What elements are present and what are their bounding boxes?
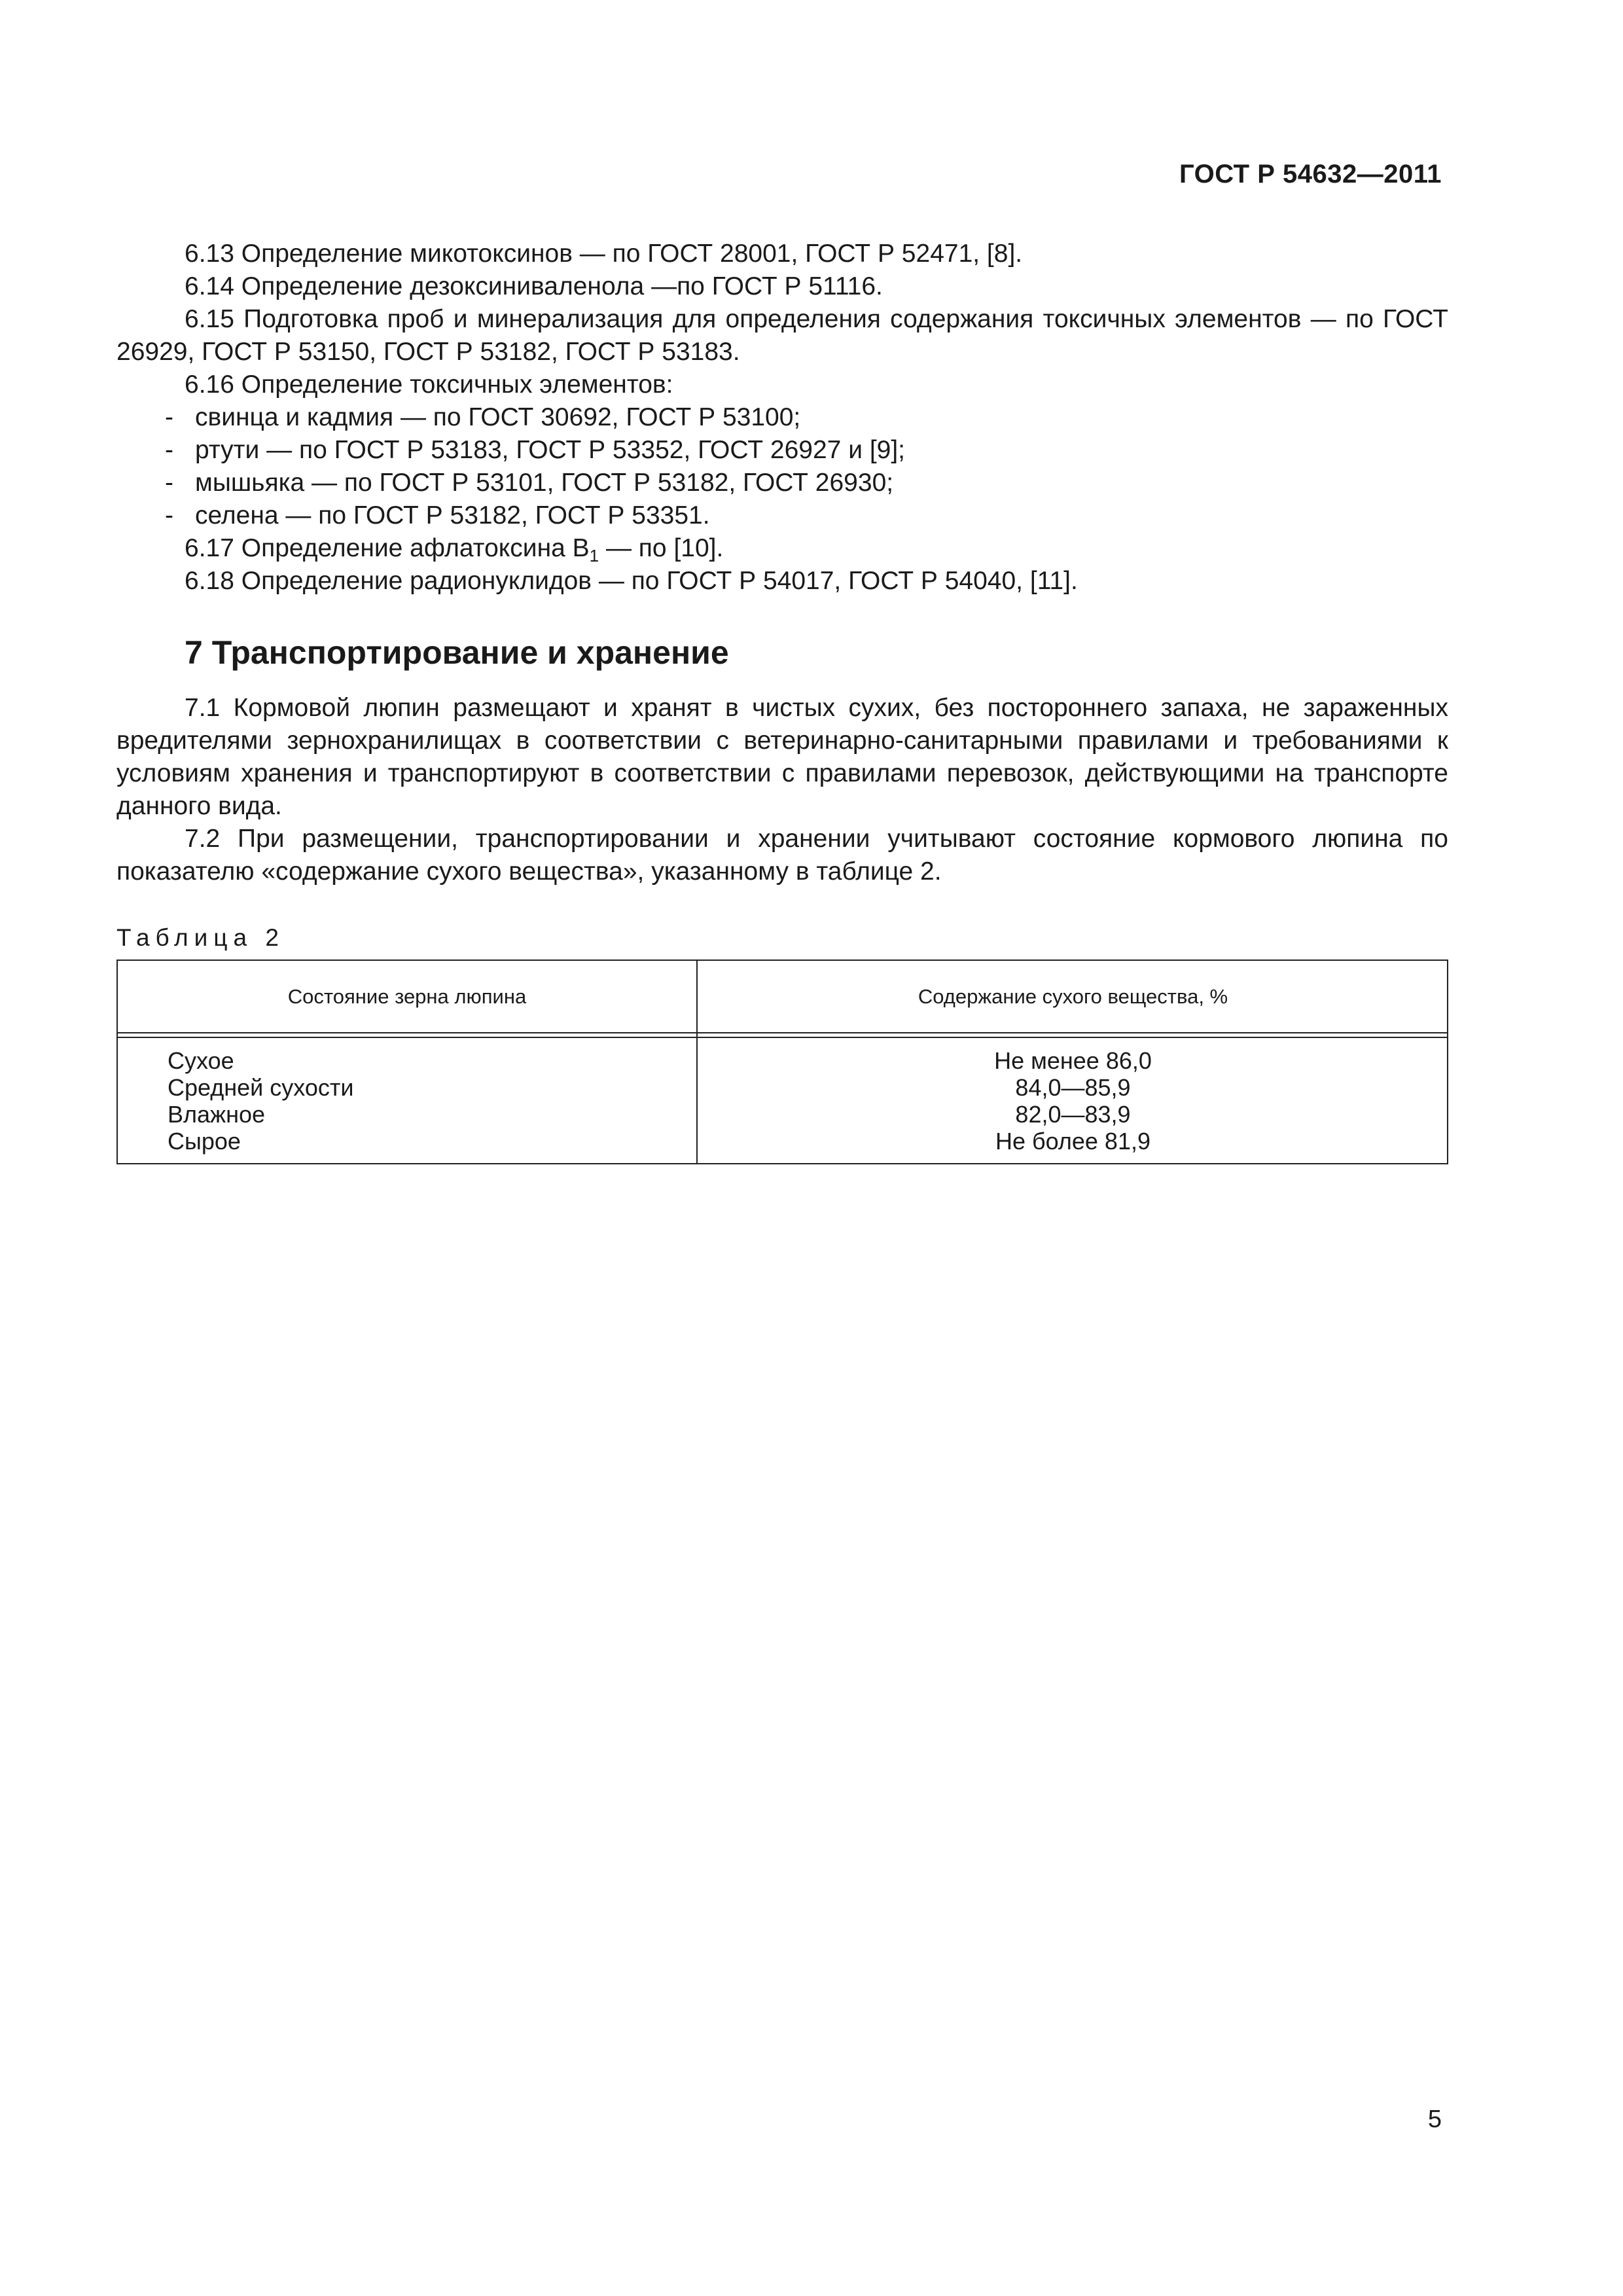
clause-7-2: 7.2 При размещении, транспортировании и хранении учитывают состояние кормового люпина по показателю «содержание сухого вещества», указанному в таблице 2. — [116, 825, 1448, 886]
table-header-state: Состояние зерна люпина — [287, 984, 527, 1008]
header-divider-double — [118, 1037, 1447, 1038]
table-cell: 82,0—83,9 — [1015, 1101, 1131, 1128]
page-number: 5 — [1427, 2106, 1442, 2133]
document-designation: ГОСТ Р 54632—2011 — [1179, 160, 1442, 188]
table-column-dry-matter — [698, 1047, 1448, 1155]
table-cell: Сухое — [168, 1047, 234, 1074]
list-item: - мышьяка — по ГОСТ Р 53101, ГОСТ Р 53182, ГОСТ 26930; — [165, 469, 894, 497]
list-item: - ртути — по ГОСТ Р 53183, ГОСТ Р 53352, ГОСТ 26927 и [9]; — [165, 436, 906, 464]
clause-6-15: 6.15 Подготовка проб и минерализация для определения содержания токсичных элементов — по ГОСТ 26929, ГОСТ Р 53150, ГОСТ Р 53182, ГОСТ Р 53183. — [116, 305, 1448, 366]
table-header-dry-matter: Содержание сухого вещества, % — [918, 984, 1228, 1008]
clause-6-13: 6.13 Определение микотоксинов — по ГОСТ 28001, ГОСТ Р 52471, [8]. — [185, 240, 1023, 268]
section-7-heading: 7 Транспортирование и хранение — [185, 634, 729, 671]
table-cell: 84,0—85,9 — [1015, 1074, 1131, 1101]
list-item: - свинца и кадмия — по ГОСТ 30692, ГОСТ Р 53100; — [165, 403, 801, 431]
table-cell: Не менее 86,0 — [994, 1047, 1152, 1074]
clause-6-16: 6.16 Определение токсичных элементов: — [185, 370, 673, 399]
clause-6-18: 6.18 Определение радионуклидов — по ГОСТ Р 54017, ГОСТ Р 54040, [11]. — [185, 567, 1078, 595]
section-6-methods — [116, 238, 1448, 598]
list-item: - селена — по ГОСТ Р 53182, ГОСТ Р 53351. — [165, 501, 710, 529]
section-7-body — [116, 692, 1448, 888]
table-cell: Не более 81,9 — [995, 1128, 1150, 1155]
table-2 — [116, 960, 1448, 1164]
table-caption: Таблица 2 — [116, 924, 285, 951]
header-divider — [118, 1032, 1447, 1033]
clause-6-17: 6.17 Определение афлатоксина $В_1$ — по [10]. — [185, 534, 724, 565]
table-column-state — [168, 1047, 353, 1155]
clause-6-14: 6.14 Определение дезоксиниваленола —по ГОСТ Р 51116. — [185, 272, 883, 300]
table-cell: Средней сухости — [168, 1074, 354, 1101]
table-cell: Сырое — [168, 1128, 241, 1155]
table-cell: Влажное — [168, 1101, 266, 1128]
clause-7-1: 7.1 Кормовой люпин размещают и хранят в чистых сухих, без постороннего запаха, не зараженных вредителями зернохранилищах в соответствии с ветеринарно-санитарными правилами и требованиями к условиям хранения и транспортируют в соответствии с правилами перевозок, действующими на транспорте данного вида. — [116, 694, 1448, 820]
